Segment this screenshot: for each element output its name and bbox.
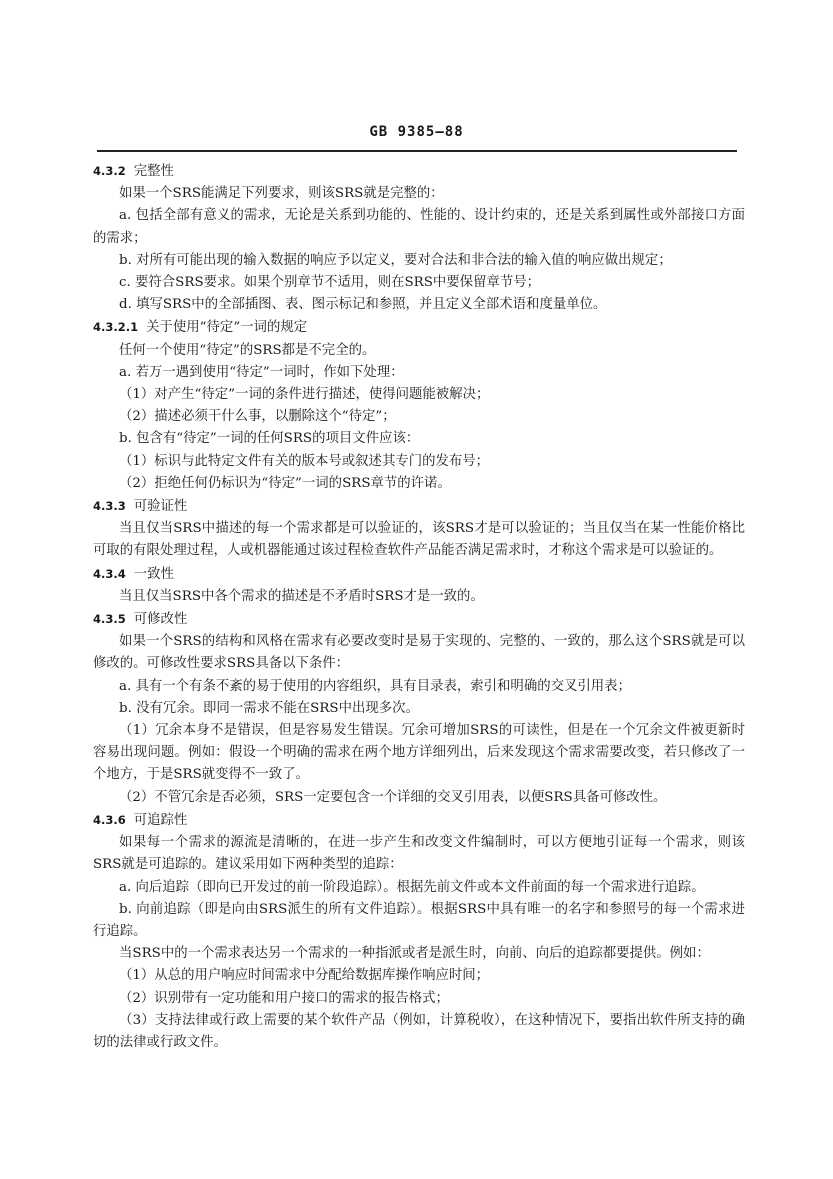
paragraph: a. 向后追踪（即向已开发过的前一阶段追踪）。根据先前文件或本文件前面的每一个需求进行追踪。 [119,879,705,895]
paragraph: （1）冗余本身不是错误，但是容易发生错误。冗余可增加SRS的可读性，但是在一个冗余文件被更新时容易出现问题。例如：假设一个明确的需求在两个地方详细列出，后来发现这个需求需要改变，若只修改了一个地方，于是SRS就变得不一致了。 [93,723,745,783]
paragraph: （2）识别带有一定功能和用户接口的需求的报告格式； [119,990,449,1006]
paragraph: 任何一个使用“待定”的SRS都是不完全的。 [119,342,376,358]
section-title: 关于使用“待定”一词的规定 [146,320,308,336]
section-number: 4.3.3 [93,499,126,514]
paragraph: a. 具有一个有条不紊的易于使用的内容组织，具有目录表，索引和明确的交叉引用表； [119,678,631,694]
paragraph: （1）标识与此特定文件有关的版本号或叙述其专门的发布号； [119,453,490,469]
paragraph: （1）对产生“待定”一词的条件进行描述，使得问题能被解决； [119,387,490,403]
section-number: 4.3.2 [93,164,126,178]
paragraph: 如果一个SRS的结构和风格在需求有必要改变时是易于实现的、完整的、一致的，那么这个SRS就是可以修改的。可修改性要求SRS具备以下条件： [93,634,745,672]
paragraph: 如果每一个需求的源流是清晰的，在进一步产生和改变文件编制时，可以方便地引证每一个需求，则该SRS就是可追踪的。建议采用如下两种类型的追踪： [93,835,745,873]
paragraph: 如果一个SRS能满足下列要求，则该SRS就是完整的： [119,186,444,202]
paragraph: 当且仅当SRS中各个需求的描述是不矛盾时SRS才是一致的。 [119,588,484,604]
section-number: 4.3.2.1 [93,320,139,335]
section-heading [93,608,745,631]
section-heading [93,809,745,832]
section-heading [93,563,745,586]
paragraph: （3）支持法律或行政上需要的某个软件产品（例如，计算税收），在这种情况下，要指出软件所支持的确切的法律或行政文件。 [93,1012,745,1050]
section-heading [93,160,745,183]
document-body [93,160,745,1054]
paragraph: （1）从总的用户响应时间需求中分配给数据库操作响应时间； [119,968,490,984]
paragraph: a. 若万一遇到使用“待定”一词时，作如下处理： [119,364,404,380]
paragraph: b. 向前追踪（即是向由SRS派生的所有文件追踪）。根据SRS中具有唯一的名字和参照号的每一个需求进行追踪。 [93,901,745,939]
standard-code-header: GB 9385—88 [369,124,464,140]
paragraph: 当且仅当SRS中描述的每一个需求都是可以验证的，该SRS才是可以验证的；当且仅当在某一性能价格比可取的有限处理过程，人或机器能通过该过程检查软件产品能否满足需求时，才称这个需求是可以验证的。 [93,521,745,559]
paragraph: b. 包含有“待定”一词的任何SRS的项目文件应该： [119,431,420,447]
section-title: 可验证性 [133,499,188,515]
paragraph: d. 填写SRS中的全部插图、表、图示标记和参照，并且定义全部术语和度量单位。 [119,297,607,313]
paragraph: （2）拒绝任何仍标识为“待定”一词的SRS章节的许诺。 [119,475,451,491]
section-title: 可修改性 [133,612,188,628]
paragraph: c. 要符合SRS要求。如果个别章节不适用，则在SRS中要保留章节号； [119,275,541,291]
section-number: 4.3.4 [93,566,126,581]
paragraph: a. 包括全部有意义的需求，无论是关系到功能的、性能的、设计约束的，还是关系到属性或外部接口方面的需求； [93,208,745,246]
section-number: 4.3.6 [93,812,126,827]
section-title: 一致性 [133,566,174,582]
paragraph: b. 对所有可能出现的输入数据的响应予以定义，要对合法和非合法的输入值的响应做出规定； [119,252,672,268]
section-title: 可追踪性 [133,812,188,828]
paragraph: b. 没有冗余。即同一需求不能在SRS中出现多次。 [119,700,419,716]
section-heading [93,316,745,339]
paragraph: 当SRS中的一个需求表达另一个需求的一种指派或者是派生时，向前、向后的追踪都要提供。例如： [119,946,710,962]
section-number: 4.3.5 [93,612,126,627]
paragraph: （2）描述必须干什么事，以删除这个“待定”； [119,409,396,425]
paragraph: （2）不管冗余是否必须，SRS一定要包含一个详细的交叉引用表，以便SRS具备可修改性。 [119,789,667,805]
section-title: 完整性 [133,164,174,179]
header-rule [97,150,737,152]
section-heading [93,495,745,518]
